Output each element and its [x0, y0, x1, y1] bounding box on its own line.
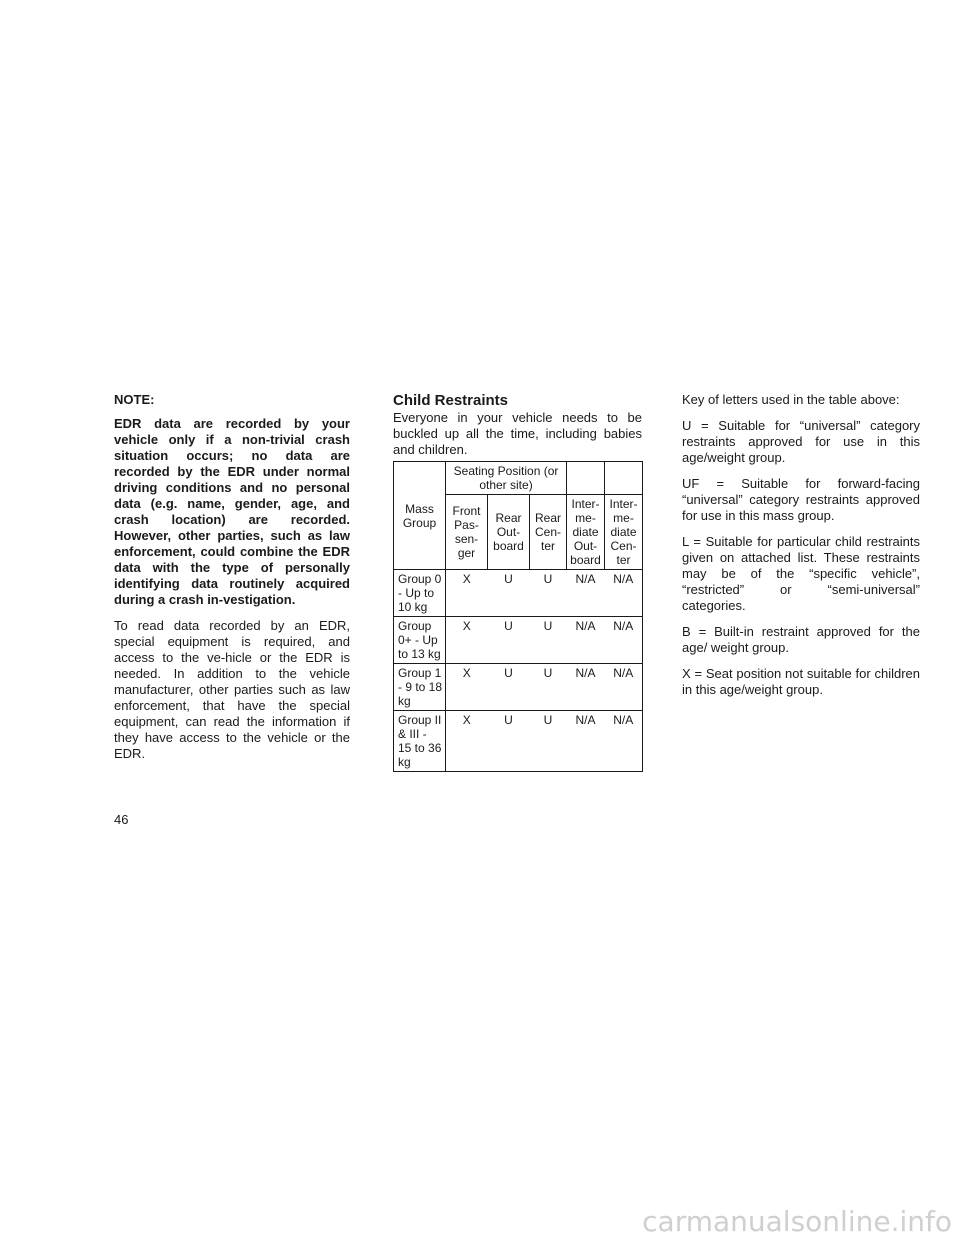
table-row — [394, 617, 643, 664]
child-restraints-table — [393, 461, 643, 772]
value-cell: N/A — [567, 617, 605, 664]
group-cell: Group 0 - Up to 10 kg — [394, 570, 446, 617]
value-cell: U — [530, 664, 567, 711]
column-header: Rear Cen-ter — [530, 495, 567, 570]
value-cell: N/A — [567, 570, 605, 617]
middle-column — [393, 392, 642, 772]
group-cell: Group 1 - 9 to 18 kg — [394, 664, 446, 711]
seating-position-header: Seating Position (or other site) — [446, 462, 567, 495]
value-cell: X — [446, 617, 488, 664]
column-header: Inter-me-diate Cen-ter — [605, 495, 643, 570]
value-cell: U — [530, 711, 567, 772]
group-cell: Group II & III - 15 to 36 kg — [394, 711, 446, 772]
value-cell: N/A — [605, 617, 643, 664]
edr-access-paragraph: To read data recorded by an EDR, special equipment is required, and access to the ve-hicle or the EDR is needed. In addition to the vehicle manufacturer, other parties such as law enforcement, that have the special equipment, can read the information if they have access to the vehicle or the EDR. — [114, 618, 350, 761]
value-cell: N/A — [605, 711, 643, 772]
column-header: Front Pas-sen-ger — [446, 495, 488, 570]
table-row — [394, 570, 643, 617]
group-cell: Group 0+ - Up to 13 kg — [394, 617, 446, 664]
value-cell: N/A — [605, 570, 643, 617]
left-column — [114, 392, 350, 772]
watermark: carmanualsonline.info — [642, 1205, 952, 1238]
value-cell: U — [488, 664, 530, 711]
value-cell: U — [530, 570, 567, 617]
section-title: Child Restraints — [393, 392, 509, 409]
key-l: L = Suitable for particular child restraints given on attached list. These restraints may be of the “specific vehicle”, “restricted” or “semi-universal” categories. — [682, 534, 920, 613]
value-cell: U — [488, 570, 530, 617]
table-row — [394, 664, 643, 711]
value-cell: U — [488, 711, 530, 772]
note-label: NOTE: — [114, 392, 155, 407]
header-blank-cell — [605, 462, 643, 495]
mass-group-header: Mass Group — [394, 462, 446, 570]
value-cell: X — [446, 664, 488, 711]
column-header: Rear Out-board — [488, 495, 530, 570]
value-cell: N/A — [605, 664, 643, 711]
note-body: EDR data are recorded by your vehicle only if a non-trivial crash situation occurs; no data are recorded by the EDR under normal driving conditions and no personal data (e.g. name, gender, age, and crash location) are recorded. However, other parties, such as law enforcement, could combine the EDR data with the type of personally identifying data routinely acquired during a crash in-vestigation. — [114, 416, 350, 607]
value-cell: X — [446, 711, 488, 772]
right-column — [682, 392, 920, 708]
page-number: 46 — [114, 812, 129, 827]
key-x: X = Seat position not suitable for children in this age/weight group. — [682, 666, 920, 697]
key-intro: Key of letters used in the table above: — [682, 392, 900, 407]
value-cell: N/A — [567, 711, 605, 772]
table-row — [394, 711, 643, 772]
value-cell: N/A — [567, 664, 605, 711]
column-header: Inter-me-diate Out-board — [567, 495, 605, 570]
key-uf: UF = Suitable for forward-facing “universal” category restraints approved for use in this mass group. — [682, 476, 920, 523]
key-b: B = Built-in restraint approved for the age/ weight group. — [682, 624, 920, 655]
value-cell: X — [446, 570, 488, 617]
key-u: U = Suitable for “universal” category restraints approved for use in this age/weight group. — [682, 418, 920, 465]
value-cell: U — [488, 617, 530, 664]
section-intro: Everyone in your vehicle needs to be buckled up all the time, including babies and children. — [393, 410, 642, 457]
header-blank-cell — [567, 462, 605, 495]
value-cell: U — [530, 617, 567, 664]
